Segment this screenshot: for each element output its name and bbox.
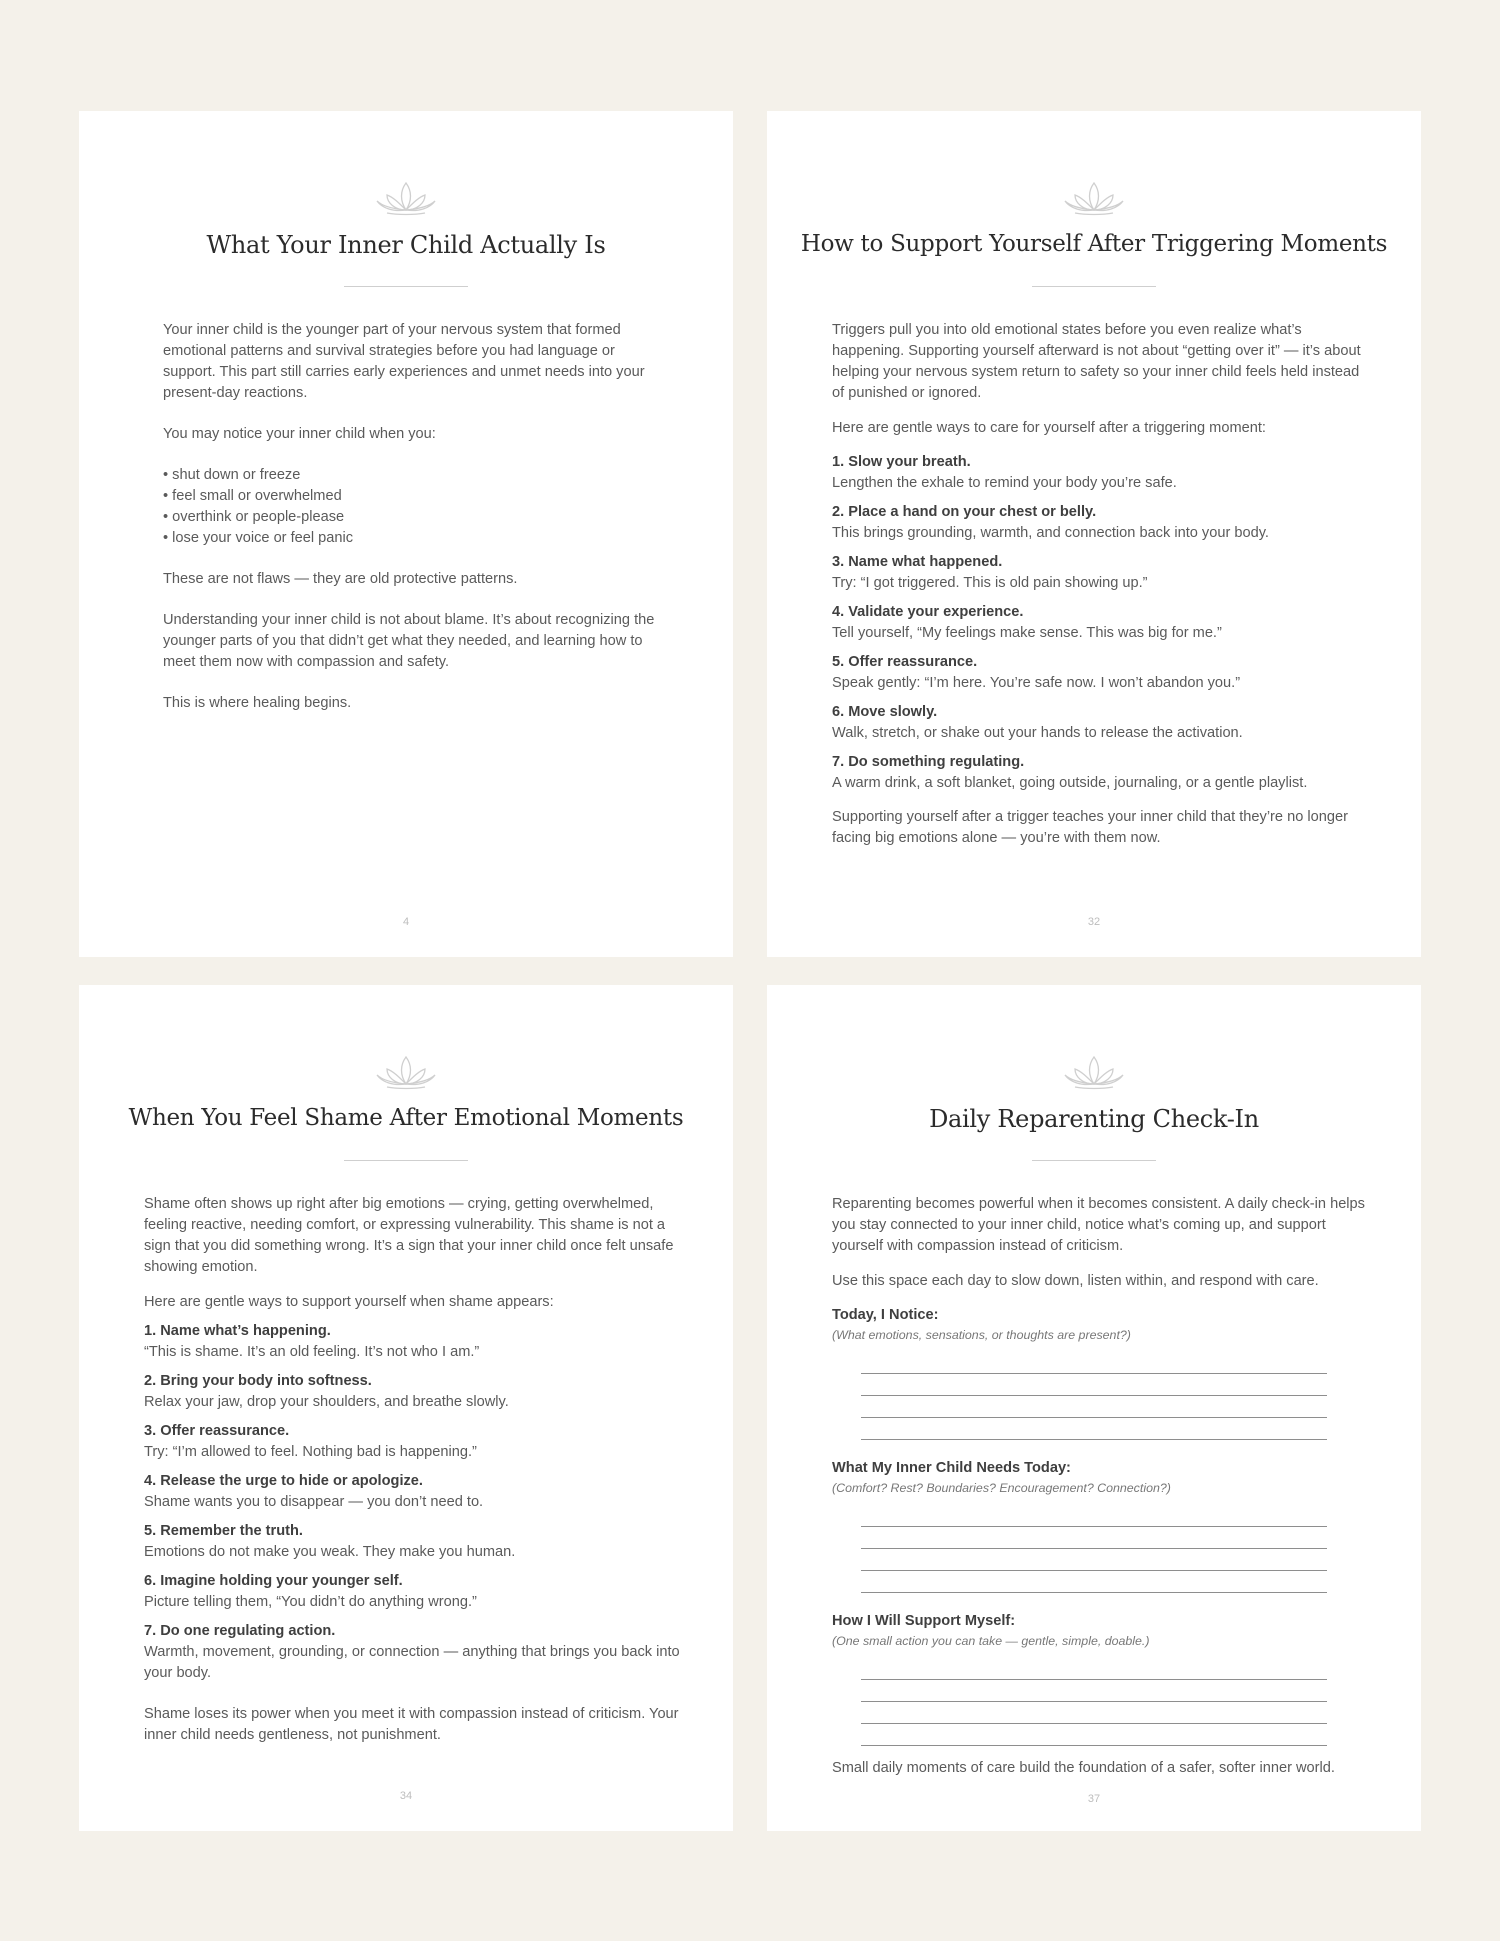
page-body: [832, 320, 1372, 849]
page-title: What Your Inner Child Actually Is: [206, 231, 606, 259]
notice-lead: You may notice your inner child when you:: [163, 426, 436, 442]
writing-lines: [861, 1352, 1327, 1440]
closing-paragraph: This is where healing begins.: [163, 695, 352, 711]
writing-line[interactable]: [861, 1549, 1327, 1571]
page-title: How to Support Yourself After Triggering Moments: [800, 231, 1388, 257]
step-text: A warm drink, a soft blanket, going outside, journaling, or a gentle playlist.: [832, 775, 1308, 791]
step-item: [144, 1371, 684, 1413]
step-item: [832, 702, 1372, 744]
step-text: Speak gently: “I’m here. You’re safe now. I won’t abandon you.”: [832, 675, 1241, 691]
title-divider: [1032, 1160, 1156, 1161]
prompt-hint: (One small action you can take — gentle, simple, doable.): [832, 1634, 1150, 1648]
step-title: 5. Offer reassurance.: [832, 654, 978, 670]
page-number: 34: [399, 1790, 413, 1802]
step-item: [832, 502, 1372, 544]
lotus-icon: [373, 177, 439, 217]
step-title: 1. Slow your breath.: [832, 454, 971, 470]
step-text: Emotions do not make you weak. They make you human.: [144, 1544, 516, 1560]
step-title: 6. Move slowly.: [832, 704, 938, 720]
step-item: [832, 652, 1372, 694]
page-inner-child: [79, 111, 733, 957]
writing-line[interactable]: [861, 1505, 1327, 1527]
step-item: [144, 1421, 684, 1463]
writing-line[interactable]: [861, 1374, 1327, 1396]
list-item: • overthink or people-please: [163, 507, 663, 528]
prompt-hint: (Comfort? Rest? Boundaries? Encouragement? Connection?): [832, 1481, 1171, 1495]
writing-lines: [861, 1505, 1327, 1593]
writing-line[interactable]: [861, 1658, 1327, 1680]
writing-line[interactable]: [861, 1724, 1327, 1746]
writing-line[interactable]: [861, 1418, 1327, 1440]
writing-line[interactable]: [861, 1702, 1327, 1724]
page-body: [832, 1194, 1372, 1779]
step-text: Warmth, movement, grounding, or connection — anything that brings you back into your body.: [144, 1644, 680, 1681]
page-triggering-moments: [767, 111, 1421, 957]
step-text: Relax your jaw, drop your shoulders, and breathe slowly.: [144, 1394, 509, 1410]
step-item: [144, 1471, 684, 1513]
step-text: Try: “I got triggered. This is old pain showing up.”: [832, 575, 1148, 591]
intro-paragraph: Reparenting becomes powerful when it becomes consistent. A daily check-in helps you stay connected to your inner child, notice what’s coming up, and support yourself with compassion instead of criticism.: [832, 1196, 1365, 1254]
list-item: • feel small or overwhelmed: [163, 486, 663, 507]
writing-lines: [861, 1658, 1327, 1746]
writing-line[interactable]: [861, 1527, 1327, 1549]
prompt-title: Today, I Notice:: [832, 1307, 939, 1323]
step-title: 3. Offer reassurance.: [144, 1423, 290, 1439]
lead-paragraph: Use this space each day to slow down, listen within, and respond with care.: [832, 1273, 1319, 1289]
step-item: [144, 1521, 684, 1563]
list-item: • shut down or freeze: [163, 465, 663, 486]
step-title: 1. Name what’s happening.: [144, 1323, 331, 1339]
step-item: [144, 1321, 684, 1363]
page-daily-check-in: [767, 985, 1421, 1831]
lead-paragraph: Here are gentle ways to support yourself when shame appears:: [144, 1294, 554, 1310]
writing-line[interactable]: [861, 1352, 1327, 1374]
lotus-icon: [1061, 1051, 1127, 1091]
step-item: [832, 602, 1372, 644]
step-title: 4. Validate your experience.: [832, 604, 1024, 620]
page-title: When You Feel Shame After Emotional Moments: [128, 1105, 684, 1131]
step-item: [144, 1621, 684, 1684]
bullet-list: [163, 465, 663, 549]
writing-line[interactable]: [861, 1396, 1327, 1418]
step-text: Try: “I’m allowed to feel. Nothing bad is happening.”: [144, 1444, 477, 1460]
step-title: 2. Bring your body into softness.: [144, 1373, 372, 1389]
step-title: 7. Do something regulating.: [832, 754, 1025, 770]
step-title: 7. Do one regulating action.: [144, 1623, 336, 1639]
prompt-notice: [832, 1305, 1372, 1440]
list-item: • lose your voice or feel panic: [163, 528, 663, 549]
title-divider: [344, 286, 468, 287]
step-item: [832, 452, 1372, 494]
understanding-paragraph: Understanding your inner child is not about blame. It’s about recognizing the younger parts of you that didn’t get what they needed, and learning how to meet them now with compassion and safety.: [163, 612, 655, 670]
step-text: Lengthen the exhale to remind your body you’re safe.: [832, 475, 1177, 491]
page-number: 4: [402, 916, 410, 928]
step-item: [832, 752, 1372, 794]
closing-paragraph: Small daily moments of care build the foundation of a safer, softer inner world.: [832, 1760, 1335, 1776]
step-item: [832, 552, 1372, 594]
page-body: [163, 320, 663, 714]
page-number: 32: [1087, 916, 1101, 928]
page-number: 37: [1087, 1793, 1101, 1805]
prompt-title: What My Inner Child Needs Today:: [832, 1460, 1071, 1476]
writing-line[interactable]: [861, 1680, 1327, 1702]
step-title: 6. Imagine holding your younger self.: [144, 1573, 403, 1589]
step-text: “This is shame. It’s an old feeling. It’s not who I am.”: [144, 1344, 480, 1360]
prompt-hint: (What emotions, sensations, or thoughts are present?): [832, 1328, 1131, 1342]
lead-paragraph: Here are gentle ways to care for yourself after a triggering moment:: [832, 420, 1266, 436]
intro-paragraph: Triggers pull you into old emotional states before you even realize what’s happening. Supporting yourself afterward is not about “getting over it” — it’s about helping your nervous system return to safety so your inner child feels held instead of punished or ignored.: [832, 322, 1361, 401]
writing-line[interactable]: [861, 1571, 1327, 1593]
step-title: 2. Place a hand on your chest or belly.: [832, 504, 1097, 520]
step-text: Shame wants you to disappear — you don’t need to.: [144, 1494, 484, 1510]
page-shame: [79, 985, 733, 1831]
step-title: 3. Name what happened.: [832, 554, 1003, 570]
title-divider: [1032, 286, 1156, 287]
intro-paragraph: Your inner child is the younger part of your nervous system that formed emotional patterns and survival strategies before you had language or support. This part still carries early experiences and unmet needs into your present-day reactions.: [163, 322, 645, 401]
flaws-paragraph: These are not flaws — they are old protective patterns.: [163, 571, 518, 587]
page-body: [144, 1194, 684, 1746]
step-item: [144, 1571, 684, 1613]
step-text: Tell yourself, “My feelings make sense. This was big for me.”: [832, 625, 1222, 641]
lotus-icon: [373, 1051, 439, 1091]
intro-paragraph: Shame often shows up right after big emotions — crying, getting overwhelmed, feeling reactive, needing comfort, or expressing vulnerability. This shame is not a sign that you did something wrong. It’s a sign that your inner child once felt unsafe showing emotion.: [144, 1196, 674, 1275]
step-text: Picture telling them, “You didn’t do anything wrong.”: [144, 1594, 477, 1610]
step-title: 4. Release the urge to hide or apologize.: [144, 1473, 423, 1489]
closing-paragraph: Shame loses its power when you meet it with compassion instead of criticism. Your inner child needs gentleness, not punishment.: [144, 1706, 679, 1743]
closing-paragraph: Supporting yourself after a trigger teaches your inner child that they’re no longer facing big emotions alone — you’re with them now.: [832, 809, 1348, 846]
prompt-title: How I Will Support Myself:: [832, 1613, 1016, 1629]
title-divider: [344, 1160, 468, 1161]
prompt-needs: [832, 1458, 1372, 1593]
page-title: Daily Reparenting Check-In: [929, 1105, 1259, 1133]
step-text: This brings grounding, warmth, and connection back into your body.: [832, 525, 1269, 541]
lotus-icon: [1061, 177, 1127, 217]
step-title: 5. Remember the truth.: [144, 1523, 303, 1539]
step-text: Walk, stretch, or shake out your hands to release the activation.: [832, 725, 1243, 741]
prompt-support: [832, 1611, 1372, 1746]
